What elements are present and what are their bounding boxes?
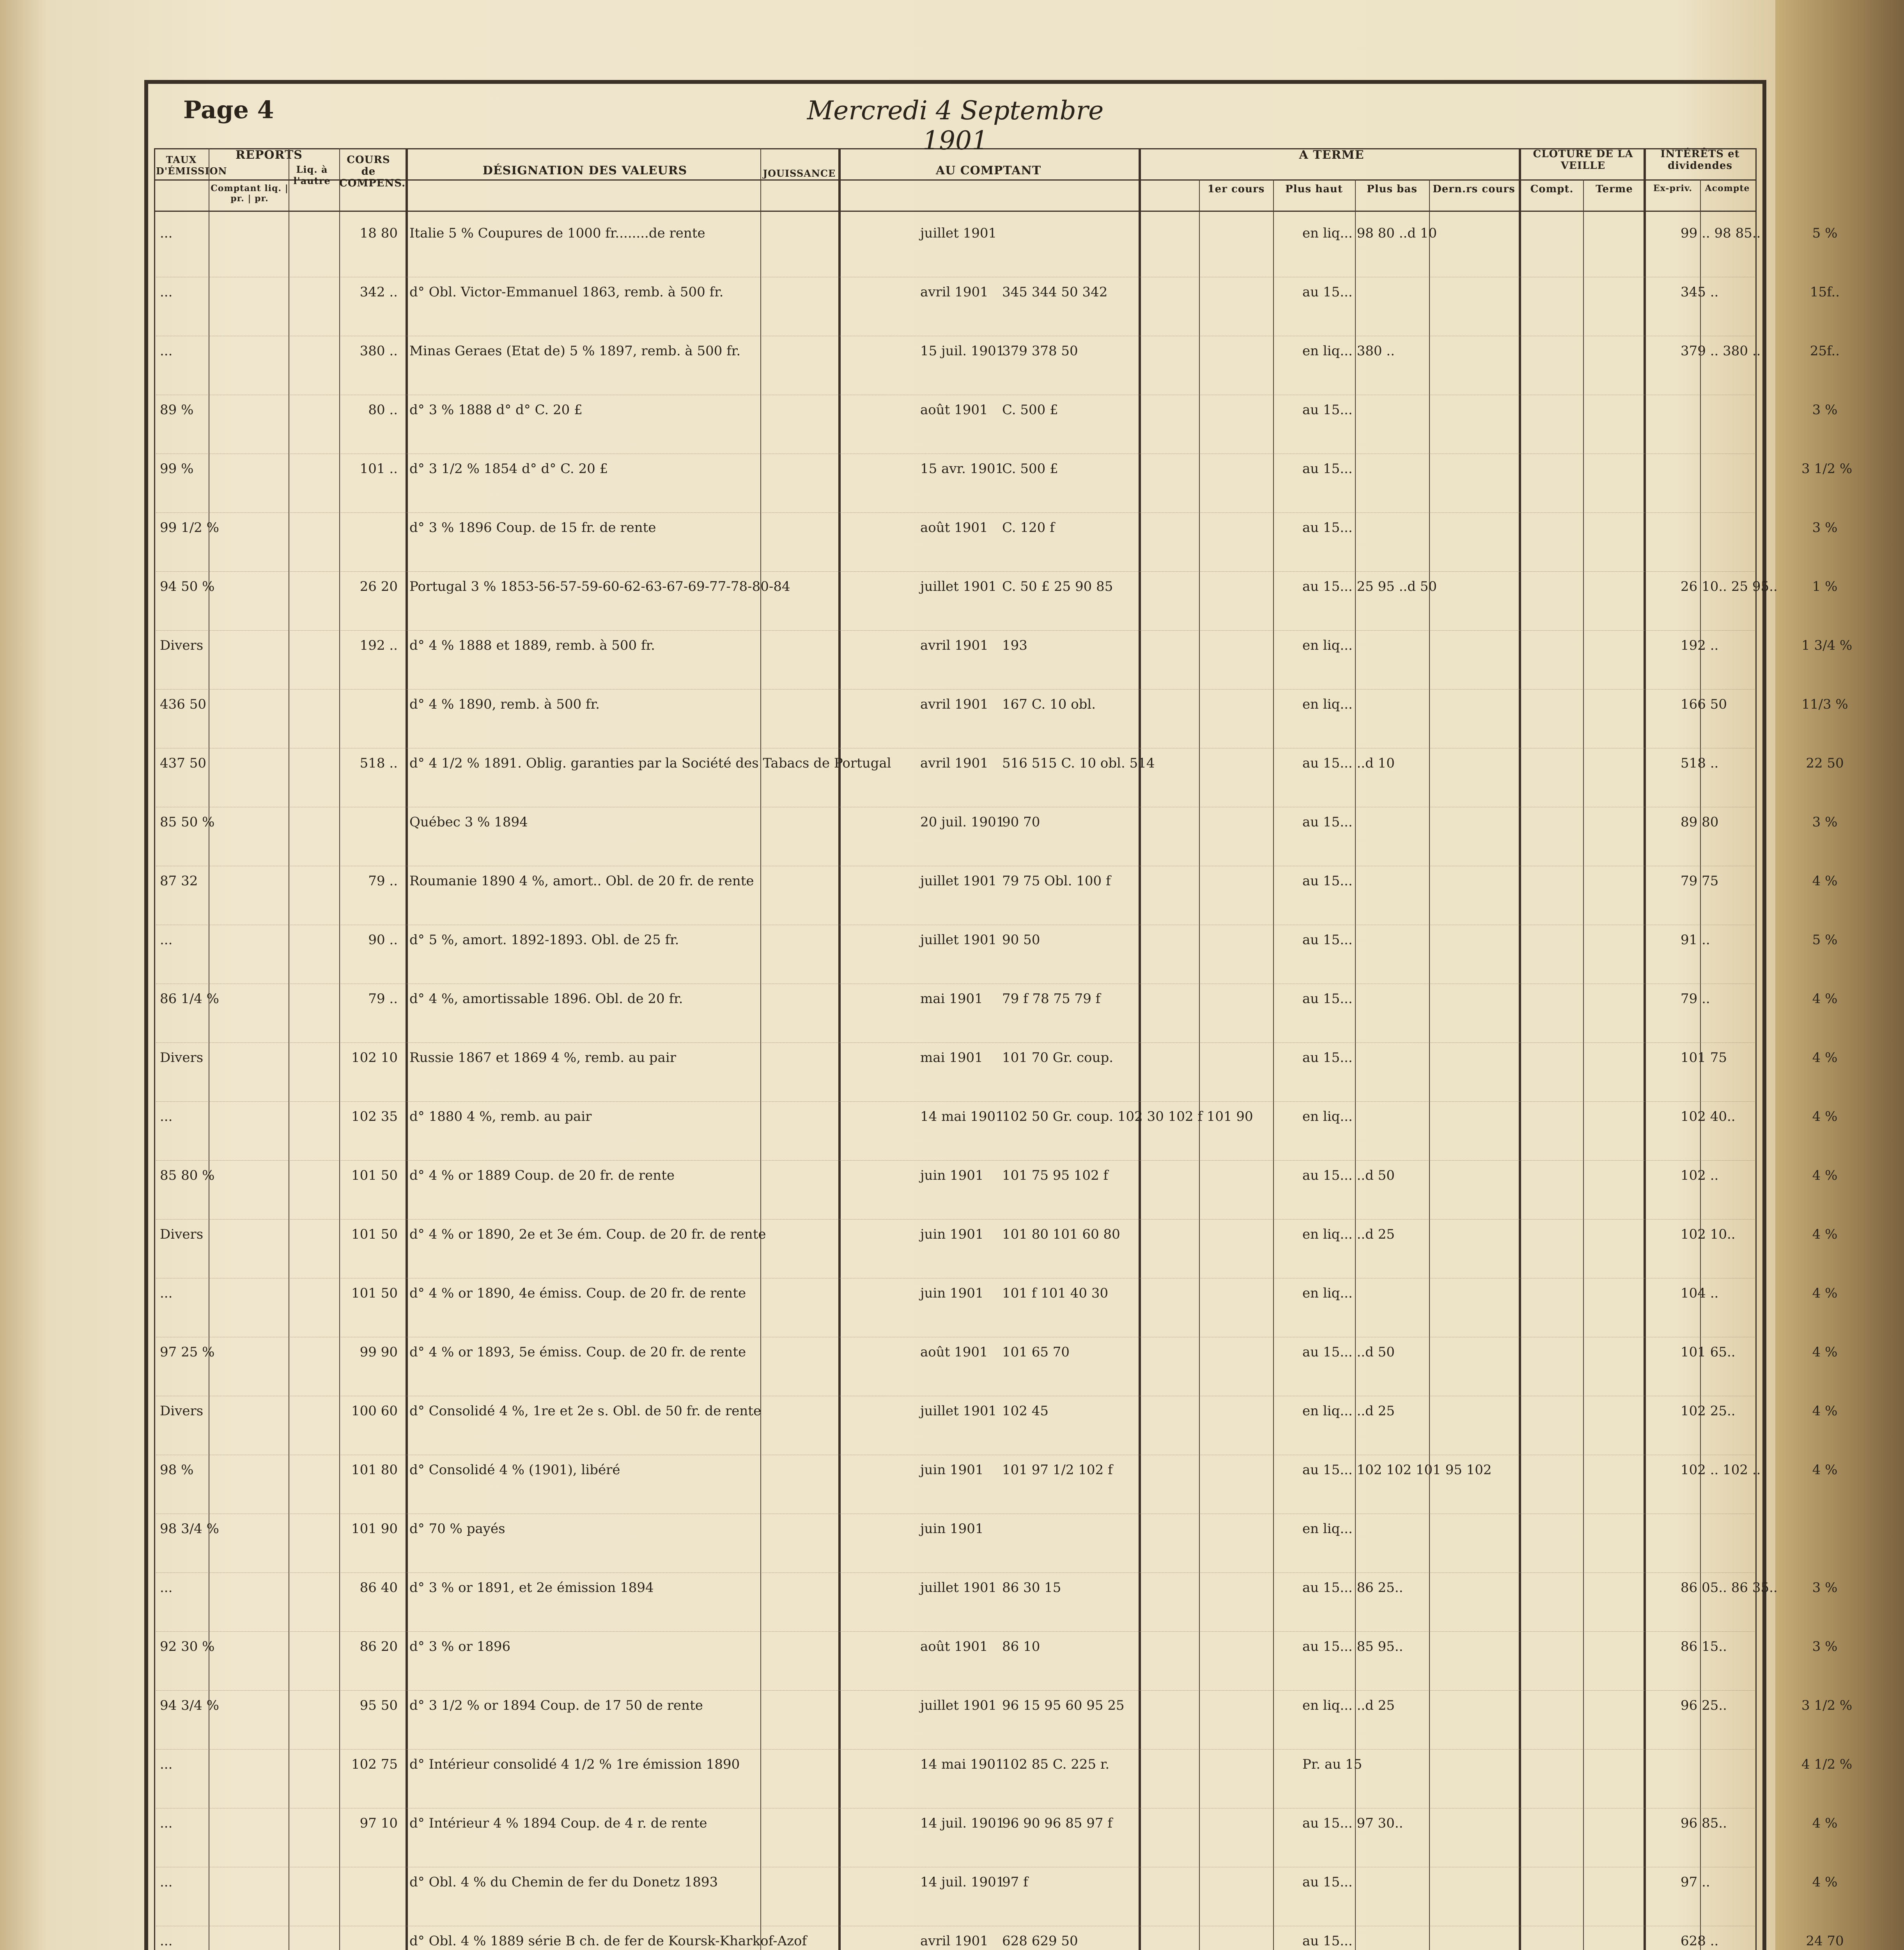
designation-cell: d° 1880 4 %, remb. au pair — [409, 1109, 592, 1124]
cloture-cell: 102 10.. — [1681, 1227, 1736, 1242]
taux-cell: ... — [160, 1933, 173, 1949]
designation-cell: d° 3 1/2 % 1854 d° d° C. 20 £ — [409, 461, 608, 477]
header-cours: COURS de COMPENS. — [339, 154, 406, 189]
jouissance-cell: juin 1901 — [920, 1285, 984, 1301]
comptant-cell: 101 75 95 102 f — [1002, 1168, 1109, 1183]
cloture-cell: 101 75 — [1681, 1050, 1727, 1065]
terme-cell: au 15... — [1302, 1050, 1353, 1065]
terme-cell: en liq... ..d 25 — [1302, 1403, 1395, 1419]
cours-cell: 101 50 — [351, 1227, 398, 1242]
designation-cell: d° Obl. 4 % 1889 série B ch. de fer de Koursk-Kharkof-Azof — [409, 1933, 807, 1949]
table-row — [156, 277, 1840, 336]
cloture-cell: 166 50 — [1681, 697, 1727, 712]
interets-cell: 15f.. — [1810, 284, 1840, 300]
designation-cell: d° Intérieur 4 % 1894 Coup. de 4 r. de rente — [409, 1815, 707, 1831]
header-designation: DÉSIGNATION DES VALEURS — [482, 164, 687, 177]
cloture-cell: 104 .. — [1681, 1285, 1719, 1301]
comptant-cell: 102 50 Gr. coup. 102 30 102 f 101 90 — [1002, 1109, 1253, 1124]
designation-cell: Québec 3 % 1894 — [409, 814, 528, 830]
table-row — [156, 1573, 1838, 1632]
taux-cell: Divers — [160, 1227, 204, 1242]
cours-cell: 102 35 — [351, 1109, 398, 1124]
designation-cell: Roumanie 1890 4 %, amort.. Obl. de 20 fr. de rente — [409, 873, 754, 889]
designation-cell: Russie 1867 et 1869 4 %, remb. au pair — [409, 1050, 676, 1065]
cours-cell: 79 .. — [368, 991, 398, 1007]
taux-cell: 94 50 % — [160, 579, 215, 594]
cours-cell: 26 20 — [360, 579, 398, 594]
interets-cell: 4 % — [1812, 1462, 1838, 1478]
taux-cell: 98 3/4 % — [160, 1521, 219, 1537]
cloture-cell: 86 05.. 86 35.. — [1681, 1580, 1778, 1595]
cloture-cell: 345 .. — [1681, 284, 1719, 300]
terme-cell: au 15... 97 30.. — [1302, 1815, 1403, 1831]
cloture-cell: 26 10.. 25 95.. — [1681, 579, 1778, 594]
table-row — [156, 1043, 1838, 1102]
taux-cell: 89 % — [160, 402, 194, 418]
designation-cell: d° 4 % or 1890, 2e et 3e ém. Coup. de 20 fr. de rente — [409, 1227, 766, 1242]
jouissance-cell: 14 juil. 1901 — [920, 1815, 1005, 1831]
cours-cell: 86 20 — [360, 1639, 398, 1654]
cours-cell: 192 .. — [360, 638, 398, 653]
terme-cell: au 15... ..d 10 — [1302, 755, 1395, 771]
jouissance-cell: 15 juil. 1901 — [920, 343, 1005, 359]
taux-cell: ... — [160, 1757, 173, 1772]
jouissance-cell: avril 1901 — [920, 755, 988, 771]
interets-cell: 3 1/2 % — [1801, 1698, 1853, 1713]
header-interets: INTÉRÊTS et dividendes — [1660, 148, 1740, 172]
terme-cell: en liq... 380 .. — [1302, 343, 1395, 359]
designation-cell: d° 5 %, amort. 1892-1893. Obl. de 25 fr. — [409, 932, 679, 948]
comptant-cell: 96 15 95 60 95 25 — [1002, 1698, 1125, 1713]
taux-cell: 85 50 % — [160, 814, 215, 830]
cloture-cell: 97 .. — [1681, 1874, 1710, 1890]
cours-cell: 80 .. — [368, 402, 398, 418]
table-row — [156, 807, 1838, 866]
table-row — [156, 572, 1838, 631]
table-row — [156, 984, 1838, 1043]
table-row — [156, 1808, 1838, 1867]
interets-cell: 5 % — [1812, 225, 1838, 241]
table-row — [156, 1337, 1838, 1396]
terme-cell: au 15... — [1302, 1933, 1353, 1949]
designation-cell: d° 4 1/2 % 1891. Oblig. garanties par la Société des Tabacs de Portugal — [409, 755, 891, 771]
designation-cell: d° 4 % or 1889 Coup. de 20 fr. de rente — [409, 1168, 675, 1183]
taux-cell: 94 3/4 % — [160, 1698, 219, 1713]
taux-cell: 436 50 — [160, 697, 206, 712]
cloture-cell: 518 .. — [1681, 755, 1719, 771]
interets-cell: 3 % — [1812, 1639, 1838, 1654]
taux-cell: 92 30 % — [160, 1639, 215, 1654]
taux-cell: ... — [160, 284, 173, 300]
header-divider — [154, 211, 1757, 212]
cours-cell: 100 60 — [351, 1403, 398, 1419]
comptant-cell: 90 70 — [1002, 814, 1040, 830]
cours-cell: 18 80 — [360, 225, 398, 241]
comptant-cell: 86 30 15 — [1002, 1580, 1061, 1595]
interets-cell: 24 70 — [1806, 1933, 1844, 1949]
taux-cell: ... — [160, 343, 173, 359]
cours-cell: 380 .. — [360, 343, 398, 359]
table-row — [156, 748, 1844, 807]
designation-cell: d° 3 % 1896 Coup. de 15 fr. de rente — [409, 520, 656, 535]
page-number: Page 4 — [183, 96, 274, 124]
jouissance-cell: juillet 1901 — [920, 225, 997, 241]
comptant-cell: 101 f 101 40 30 — [1002, 1285, 1109, 1301]
taux-cell: Divers — [160, 638, 204, 653]
table-row — [156, 1632, 1838, 1691]
interets-cell: 4 % — [1812, 1874, 1838, 1890]
terme-cell: en liq... 98 80 ..d 10 — [1302, 225, 1437, 241]
terme-cell: Pr. au 15 — [1302, 1757, 1362, 1772]
jouissance-cell: mai 1901 — [920, 1050, 983, 1065]
terme-cell: au 15... 25 95 ..d 50 — [1302, 579, 1437, 594]
terme-cell: en liq... — [1302, 638, 1353, 653]
interets-cell: 1 3/4 % — [1801, 638, 1853, 653]
interets-cell: 4 % — [1812, 1285, 1838, 1301]
cloture-cell: 192 .. — [1681, 638, 1719, 653]
taux-cell: ... — [160, 1815, 173, 1831]
table-row — [156, 690, 1848, 748]
taux-cell: 99 % — [160, 461, 194, 477]
comptant-cell: 96 90 96 85 97 f — [1002, 1815, 1112, 1831]
terme-cell: au 15... — [1302, 461, 1353, 477]
header-terme: Terme — [1596, 183, 1633, 195]
jouissance-cell: juillet 1901 — [920, 1698, 997, 1713]
jouissance-cell: 14 juil. 1901 — [920, 1874, 1005, 1890]
cours-cell: 101 .. — [360, 461, 398, 477]
jouissance-cell: avril 1901 — [920, 1933, 988, 1949]
header-compt: Compt. — [1530, 183, 1574, 195]
designation-cell: d° 4 % 1888 et 1889, remb. à 500 fr. — [409, 638, 655, 653]
interets-cell: 4 % — [1812, 991, 1838, 1007]
cours-cell: 101 50 — [351, 1285, 398, 1301]
cloture-cell: 628 .. — [1681, 1933, 1719, 1949]
cloture-cell: 96 25.. — [1681, 1698, 1727, 1713]
terme-cell: au 15... 85 95.. — [1302, 1639, 1403, 1654]
interets-cell: 5 % — [1812, 932, 1838, 948]
designation-cell: Portugal 3 % 1853-56-57-59-60-62-63-67-69-77-78-80-84 — [409, 579, 790, 594]
cloture-cell: 102 .. — [1681, 1168, 1719, 1183]
interets-cell: 4 % — [1812, 1403, 1838, 1419]
designation-cell: d° Intérieur consolidé 4 1/2 % 1re émission 1890 — [409, 1757, 740, 1772]
comptant-cell: C. 120 f — [1002, 520, 1055, 535]
comptant-cell: 97 f — [1002, 1874, 1028, 1890]
header-comptant-liq: Comptant liq. | pr. | pr. — [211, 183, 289, 204]
jouissance-cell: août 1901 — [920, 1344, 988, 1360]
terme-cell: en liq... — [1302, 1285, 1353, 1301]
jouissance-cell: mai 1901 — [920, 991, 983, 1007]
comptant-cell: 167 C. 10 obl. — [1002, 697, 1096, 712]
terme-cell: au 15... 86 25.. — [1302, 1580, 1403, 1595]
cours-cell: 79 .. — [368, 873, 398, 889]
jouissance-cell: juillet 1901 — [920, 873, 997, 889]
cloture-cell: 91 .. — [1681, 932, 1710, 948]
interets-cell: 4 % — [1812, 1815, 1838, 1831]
jouissance-cell: juillet 1901 — [920, 932, 997, 948]
jouissance-cell: juin 1901 — [920, 1227, 984, 1242]
header-plus-haut: Plus haut — [1285, 183, 1343, 195]
terme-cell: au 15... ..d 50 — [1302, 1344, 1395, 1360]
comptant-cell: 79 75 Obl. 100 f — [1002, 873, 1111, 889]
header-plus-bas: Plus bas — [1367, 183, 1417, 195]
cloture-cell: 86 15.. — [1681, 1639, 1727, 1654]
cours-cell: 102 10 — [351, 1050, 398, 1065]
header-dernier-cours: Dern.rs cours — [1433, 183, 1515, 195]
interets-cell: 25f.. — [1810, 343, 1840, 359]
header-acompte: Acompte — [1705, 183, 1750, 193]
terme-cell: en liq... — [1302, 697, 1353, 712]
taux-cell: 87 32 — [160, 873, 198, 889]
terme-cell: en liq... — [1302, 1521, 1353, 1537]
terme-cell: au 15... — [1302, 991, 1353, 1007]
header-taux: TAUX D'ÉMISSION — [156, 154, 227, 177]
designation-cell: d° 70 % payés — [409, 1521, 505, 1537]
designation-cell: d° Obl. Victor-Emmanuel 1863, remb. à 500 fr. — [409, 284, 724, 300]
jouissance-cell: juin 1901 — [920, 1521, 984, 1537]
interets-cell: 3 1/2 % — [1801, 461, 1853, 477]
jouissance-cell: août 1901 — [920, 402, 988, 418]
cours-cell: 97 10 — [360, 1815, 398, 1831]
table-row — [156, 1514, 1755, 1573]
jouissance-cell: avril 1901 — [920, 284, 988, 300]
table-row — [156, 1926, 1844, 1950]
cours-cell: 102 75 — [351, 1757, 398, 1772]
comptant-cell: 628 629 50 — [1002, 1933, 1078, 1949]
comptant-cell: 193 — [1002, 638, 1027, 653]
table-row — [156, 513, 1838, 572]
table-row — [156, 1750, 1853, 1808]
cloture-cell: 79 .. — [1681, 991, 1710, 1007]
comptant-cell: 102 85 C. 225 r. — [1002, 1757, 1110, 1772]
taux-cell: ... — [160, 932, 173, 948]
cloture-cell: 79 75 — [1681, 873, 1719, 889]
designation-cell: d° Consolidé 4 %, 1re et 2e s. Obl. de 50 fr. de rente — [409, 1403, 762, 1419]
cours-cell: 90 .. — [368, 932, 398, 948]
taux-cell: ... — [160, 1285, 173, 1301]
cours-cell: 518 .. — [360, 755, 398, 771]
comptant-cell: 101 70 Gr. coup. — [1002, 1050, 1114, 1065]
interets-cell: 22 50 — [1806, 755, 1844, 771]
table-row — [156, 336, 1840, 395]
jouissance-cell: 14 mai 1901 — [920, 1109, 1004, 1124]
terme-cell: en liq... ..d 25 — [1302, 1698, 1395, 1713]
cours-cell: 342 .. — [360, 284, 398, 300]
comptant-cell: 101 97 1/2 102 f — [1002, 1462, 1113, 1478]
table-row — [156, 631, 1853, 690]
interets-cell: 4 % — [1812, 873, 1838, 889]
jouissance-cell: juillet 1901 — [920, 1403, 997, 1419]
terme-cell: au 15... — [1302, 814, 1353, 830]
cours-cell: 101 90 — [351, 1521, 398, 1537]
taux-cell: Divers — [160, 1403, 204, 1419]
table-row — [156, 1278, 1838, 1337]
table-row — [156, 925, 1838, 984]
taux-cell: 85 80 % — [160, 1168, 215, 1183]
designation-cell: d° Obl. 4 % du Chemin de fer du Donetz 1893 — [409, 1874, 718, 1890]
comptant-cell: 90 50 — [1002, 932, 1040, 948]
comptant-cell: 516 515 C. 10 obl. 514 — [1002, 755, 1155, 771]
interets-cell: 3 % — [1812, 814, 1838, 830]
table-row — [156, 454, 1853, 513]
table-row — [156, 866, 1838, 925]
header-au-comptant: AU COMPTANT — [935, 164, 1041, 177]
quotation-table — [156, 218, 1853, 1950]
interets-cell: 11/3 % — [1801, 697, 1848, 712]
table-row — [156, 1396, 1838, 1455]
cloture-cell: 102 25.. — [1681, 1403, 1736, 1419]
comptant-cell: 79 f 78 75 79 f — [1002, 991, 1101, 1007]
jouissance-cell: juillet 1901 — [920, 1580, 997, 1595]
comptant-cell: 345 344 50 342 — [1002, 284, 1108, 300]
table-row — [156, 1161, 1838, 1220]
cloture-cell: 102 40.. — [1681, 1109, 1736, 1124]
interets-cell: 4 % — [1812, 1168, 1838, 1183]
interets-cell: 4 1/2 % — [1801, 1757, 1853, 1772]
header-jouissance: JOUISSANCE — [763, 168, 836, 179]
jouissance-cell: 15 avr. 1901 — [920, 461, 1004, 477]
cloture-cell: 89 80 — [1681, 814, 1719, 830]
terme-cell: au 15... ..d 50 — [1302, 1168, 1395, 1183]
terme-cell: au 15... 102 102 101 95 102 — [1302, 1462, 1492, 1478]
table-row — [156, 1691, 1853, 1750]
table-row — [156, 1867, 1838, 1926]
taux-cell: 437 50 — [160, 755, 206, 771]
interets-cell: 3 % — [1812, 520, 1838, 535]
interets-cell: 4 % — [1812, 1050, 1838, 1065]
comptant-cell: C. 50 £ 25 90 85 — [1002, 579, 1113, 594]
designation-cell: Italie 5 % Coupures de 1000 fr........de rente — [409, 225, 705, 241]
table-row — [156, 1455, 1838, 1514]
header-premier-cours: 1er cours — [1207, 183, 1265, 195]
comptant-cell: 101 65 70 — [1002, 1344, 1070, 1360]
cours-cell: 101 80 — [351, 1462, 398, 1478]
designation-cell: d° 4 % or 1890, 4e émiss. Coup. de 20 fr. de rente — [409, 1285, 746, 1301]
cloture-cell: 99 .. 98 85.. — [1681, 225, 1761, 241]
terme-cell: au 15... — [1302, 284, 1353, 300]
header-reports: REPORTS — [236, 148, 303, 162]
terme-cell: au 15... — [1302, 932, 1353, 948]
comptant-cell: 101 80 101 60 80 — [1002, 1227, 1120, 1242]
designation-cell: d° 4 %, amortissable 1896. Obl. de 20 fr. — [409, 991, 683, 1007]
taux-cell: 97 25 % — [160, 1344, 215, 1360]
header-liq-autre: Liq. à l'autre — [293, 164, 331, 186]
cours-cell: 86 40 — [360, 1580, 398, 1595]
interets-cell: 1 % — [1812, 579, 1838, 594]
header-cloture: CLOTURE DE LA VEILLE — [1533, 148, 1633, 172]
comptant-cell: 102 45 — [1002, 1403, 1049, 1419]
jouissance-cell: août 1901 — [920, 520, 988, 535]
comptant-cell: 86 10 — [1002, 1639, 1040, 1654]
page-date: Mercredi 4 Septembre 1901 — [807, 96, 1104, 156]
table-row — [156, 395, 1838, 454]
taux-cell: ... — [160, 1109, 173, 1124]
taux-cell: 99 1/2 % — [160, 520, 219, 535]
jouissance-cell: août 1901 — [920, 1639, 988, 1654]
terme-cell: en liq... ..d 25 — [1302, 1227, 1395, 1242]
taux-cell: 98 % — [160, 1462, 194, 1478]
table-row — [156, 218, 1838, 277]
terme-cell: au 15... — [1302, 520, 1353, 535]
header-ex-priv: Ex-priv. — [1653, 183, 1693, 193]
terme-cell: au 15... — [1302, 402, 1353, 418]
jouissance-cell: juillet 1901 — [920, 579, 997, 594]
cloture-cell: 96 85.. — [1681, 1815, 1727, 1831]
cloture-cell: 101 65.. — [1681, 1344, 1736, 1360]
interets-cell: 4 % — [1812, 1227, 1838, 1242]
taux-cell: ... — [160, 1580, 173, 1595]
terme-cell: au 15... — [1302, 1874, 1353, 1890]
cloture-cell: 379 .. 380 .. — [1681, 343, 1761, 359]
taux-cell: Divers — [160, 1050, 204, 1065]
designation-cell: d° 3 % or 1891, et 2e émission 1894 — [409, 1580, 654, 1595]
table-row — [156, 1102, 1838, 1161]
cours-cell: 99 90 — [360, 1344, 398, 1360]
designation-cell: Minas Geraes (Etat de) 5 % 1897, remb. à 500 fr. — [409, 343, 741, 359]
designation-cell: d° 4 % or 1893, 5e émiss. Coup. de 20 fr. de rente — [409, 1344, 746, 1360]
comptant-cell: C. 500 £ — [1002, 402, 1058, 418]
interets-cell: 3 % — [1812, 402, 1838, 418]
jouissance-cell: 20 juil. 1901 — [920, 814, 1005, 830]
taux-cell: 86 1/4 % — [160, 991, 219, 1007]
jouissance-cell: avril 1901 — [920, 697, 988, 712]
designation-cell: d° Consolidé 4 % (1901), libéré — [409, 1462, 620, 1478]
jouissance-cell: juin 1901 — [920, 1462, 984, 1478]
cours-cell: 101 50 — [351, 1168, 398, 1183]
jouissance-cell: avril 1901 — [920, 638, 988, 653]
terme-cell: en liq... — [1302, 1109, 1353, 1124]
cloture-cell: 102 .. 102 .. — [1681, 1462, 1761, 1478]
designation-cell: d° 3 % 1888 d° d° C. 20 £ — [409, 402, 583, 418]
interets-cell: 3 % — [1812, 1580, 1838, 1595]
designation-cell: d° 3 % or 1896 — [409, 1639, 511, 1654]
cours-cell: 95 50 — [360, 1698, 398, 1713]
taux-cell: ... — [160, 1874, 173, 1890]
taux-cell: ... — [160, 225, 173, 241]
comptant-cell: C. 500 £ — [1002, 461, 1058, 477]
interets-cell: 4 % — [1812, 1344, 1838, 1360]
comptant-cell: 379 378 50 — [1002, 343, 1078, 359]
jouissance-cell: 14 mai 1901 — [920, 1757, 1004, 1772]
interets-cell: 4 % — [1812, 1109, 1838, 1124]
header-a-terme: A TERME — [1299, 148, 1364, 162]
jouissance-cell: juin 1901 — [920, 1168, 984, 1183]
designation-cell: d° 4 % 1890, remb. à 500 fr. — [409, 697, 600, 712]
table-row — [156, 1220, 1838, 1278]
designation-cell: d° 3 1/2 % or 1894 Coup. de 17 50 de rente — [409, 1698, 703, 1713]
terme-cell: au 15... — [1302, 873, 1353, 889]
